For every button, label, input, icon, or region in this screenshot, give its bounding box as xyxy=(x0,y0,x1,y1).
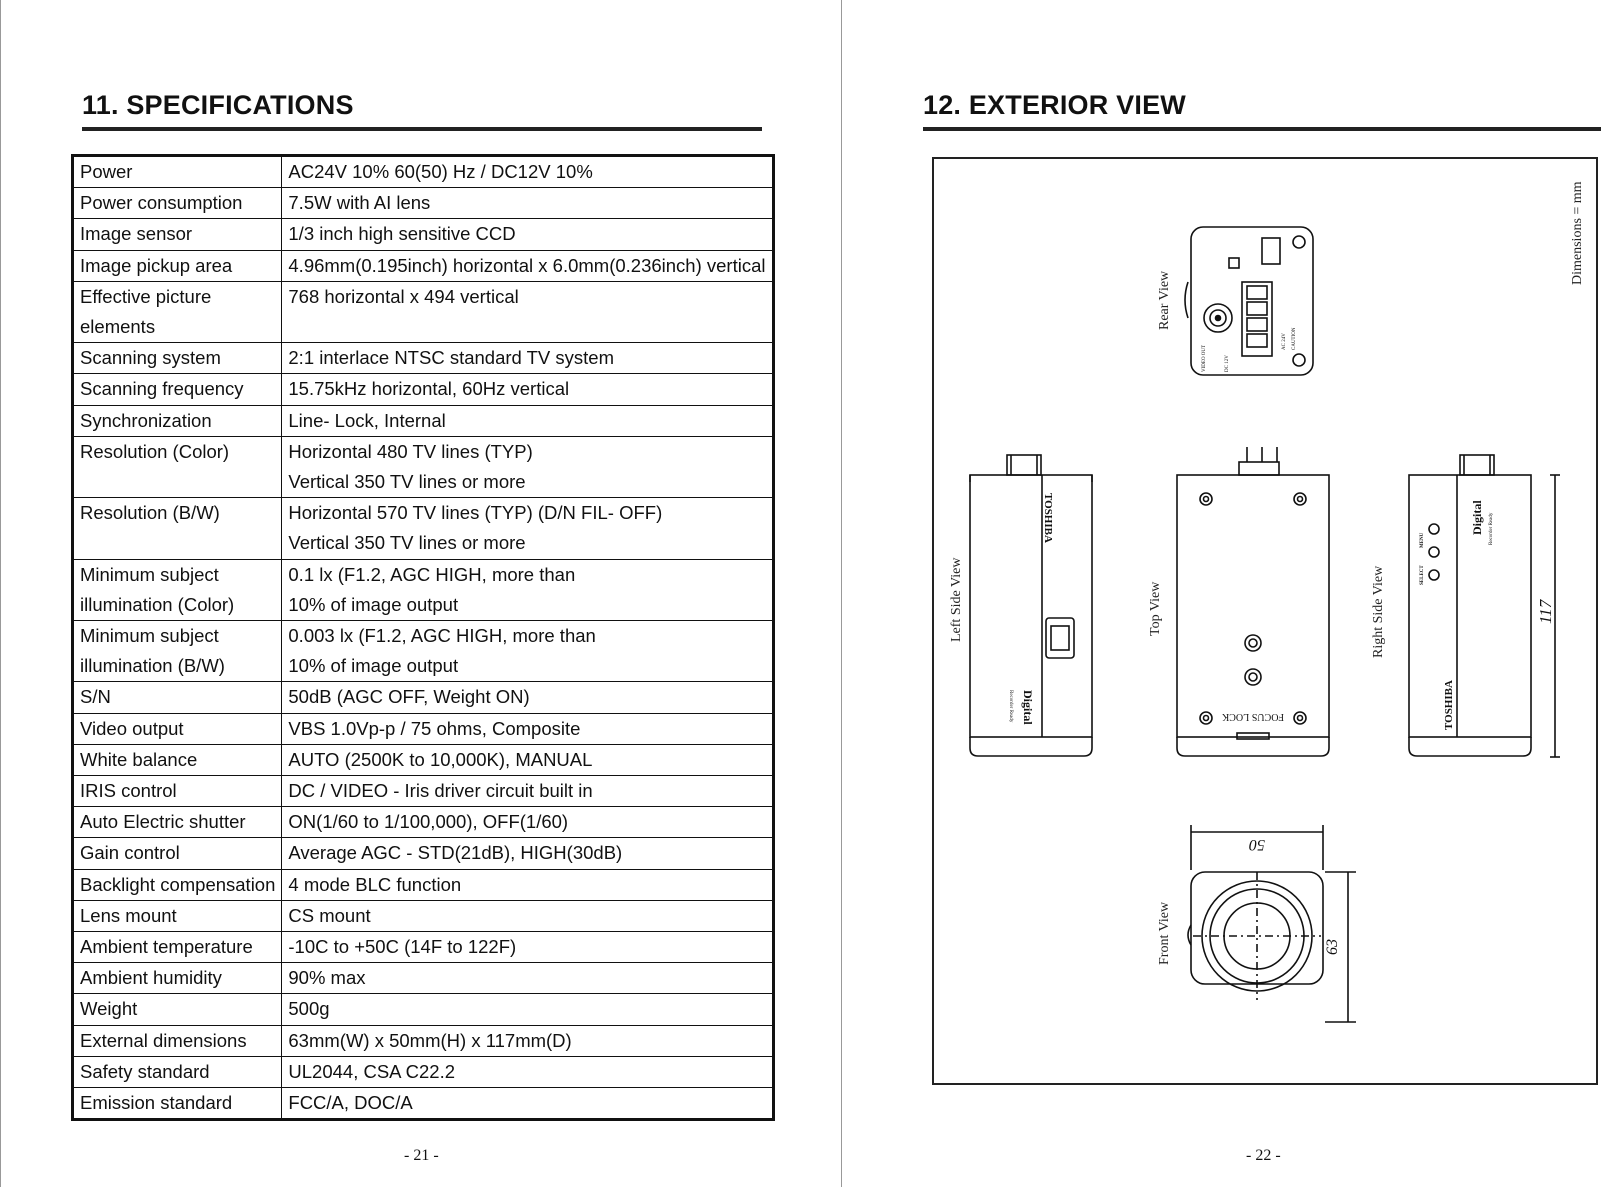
spec-name-line: Scanning frequency xyxy=(80,378,244,400)
front-view-drawing xyxy=(1188,825,1356,1022)
spec-name-line: Power xyxy=(80,161,133,182)
spec-name-line: Scanning system xyxy=(80,347,221,369)
ac24v-label: AC 24V xyxy=(1282,333,1287,350)
spec-value-line: VBS 1.0Vp-p / 75 ohms, Composite xyxy=(288,717,581,739)
dc12v-label: DC 12V xyxy=(1225,355,1230,372)
spec-value-line: 15.75kHz horizontal, 60Hz vertical xyxy=(288,378,570,400)
spec-value-line: 4 mode BLC function xyxy=(288,873,462,895)
top-view-drawing xyxy=(1177,447,1329,756)
spec-name-line: Resolution (B/W) xyxy=(80,502,220,524)
focus-lock-label: FOCUS LOCK xyxy=(1222,711,1284,722)
spec-name-line: Resolution (Color) xyxy=(80,440,230,462)
right-brand-label: TOSHIBA xyxy=(1443,680,1455,730)
left-recorder-label: Recorder Ready xyxy=(1008,690,1013,723)
spec-value-line: 500g xyxy=(288,998,330,1020)
spec-name-line: illumination (B/W) xyxy=(80,655,225,677)
spec-value-line: 0.1 lx (F1.2, AGC HIGH, more than xyxy=(288,563,576,585)
spec-name-line: Gain control xyxy=(80,842,180,864)
spec-name-line: Backlight compensation xyxy=(80,873,276,895)
spec-value-line: Average AGC - STD(21dB), HIGH(30dB) xyxy=(288,842,623,864)
spec-value-line: 2:1 interlace NTSC standard TV system xyxy=(288,347,614,369)
spec-name-line: Image sensor xyxy=(80,223,193,245)
spec-name-line: Safety standard xyxy=(80,1060,210,1082)
right-side-view-label: Right Side View xyxy=(1371,565,1386,658)
right-recorder-label: Recorder Ready xyxy=(1489,512,1494,545)
spec-name-line: Minimum subject xyxy=(80,563,219,585)
spec-value-line: 10% of image output xyxy=(288,655,459,677)
dimensions-unit-label: Dimensions = mm xyxy=(1570,181,1585,285)
spec-name-line: IRIS control xyxy=(80,780,177,802)
spec-value-line: Horizontal 570 TV lines (TYP) (D/N FIL- OFF) xyxy=(288,502,663,524)
video-out-label: VIDEO OUT xyxy=(1202,344,1207,372)
spec-name-line: S/N xyxy=(80,686,111,708)
caution-label: CAUTION xyxy=(1292,327,1297,350)
left-side-view-label: Left Side View xyxy=(949,557,964,642)
spec-value-line: CS mount xyxy=(288,904,371,926)
spec-name-line: Effective picture xyxy=(80,285,212,307)
spec-name-line: elements xyxy=(80,316,156,338)
spec-value-line: Horizontal 480 TV lines (TYP) xyxy=(288,440,533,462)
page-number-left: - 21 - xyxy=(404,1147,439,1164)
spec-name-line: Ambient temperature xyxy=(80,936,253,958)
spec-name-line: Synchronization xyxy=(80,409,212,431)
spec-value-line: AUTO (2500K to 10,000K), MANUAL xyxy=(288,748,593,770)
spec-value-line: DC / VIDEO - Iris driver circuit built in xyxy=(288,780,593,802)
spec-value-line: Line- Lock, Internal xyxy=(288,409,446,431)
spec-name-line: illumination (Color) xyxy=(80,593,235,615)
spec-name-line: Video output xyxy=(80,717,184,739)
spec-name-line: Emission standard xyxy=(80,1092,233,1114)
spec-value-line: 90% max xyxy=(288,967,366,989)
specifications-heading: 11. SPECIFICATIONS xyxy=(82,90,354,120)
front-view-label: Front View xyxy=(1157,901,1172,965)
spec-value-line: 7.5W with AI lens xyxy=(288,192,431,214)
spec-value-line: 50dB (AGC OFF, Weight ON) xyxy=(288,686,530,708)
spec-value-line: 768 horizontal x 494 vertical xyxy=(288,285,519,307)
spec-value-line: -10C to +50C (14F to 122F) xyxy=(288,936,517,958)
top-view-label: Top View xyxy=(1148,581,1163,636)
menu-label: MENU xyxy=(1420,532,1425,548)
spec-name-line: Power consumption xyxy=(80,192,243,214)
rear-view-label: Rear View xyxy=(1157,270,1172,330)
right-digital-label: Digital xyxy=(1470,500,1484,535)
spec-name-line: Ambient humidity xyxy=(80,967,222,989)
spec-name-line: Lens mount xyxy=(80,904,177,926)
spec-value-line: ON(1/60 to 1/100,000), OFF(1/60) xyxy=(288,811,569,833)
spec-value-line: 0.003 lx (F1.2, AGC HIGH, more than xyxy=(288,625,596,647)
spec-value-line: 4.96mm(0.195inch) horizontal x 6.0mm(0.236inch) vertical xyxy=(288,254,766,276)
width-dimension-label: 50 xyxy=(1249,836,1265,853)
height-dimension-label: 63 xyxy=(1324,939,1341,955)
spec-name-line: White balance xyxy=(80,748,198,770)
select-label: SELECT xyxy=(1420,565,1425,585)
exterior-view-heading: 12. EXTERIOR VIEW xyxy=(923,90,1186,120)
depth-dimension-label: 117 xyxy=(1536,599,1555,624)
spec-value-line: AC24V 10% 60(50) Hz / DC12V 10% xyxy=(288,161,593,182)
left-brand-label: TOSHIBA xyxy=(1042,493,1054,543)
left-digital-label: Digital xyxy=(1021,690,1035,725)
spec-value-line: 1/3 inch high sensitive CCD xyxy=(288,223,516,245)
spec-name-line: Image pickup area xyxy=(80,254,233,276)
page-number-right: - 22 - xyxy=(1246,1147,1281,1164)
spec-name-line: Weight xyxy=(80,998,138,1020)
spec-name-line: Minimum subject xyxy=(80,625,219,647)
spec-value-line: Vertical 350 TV lines or more xyxy=(288,532,526,554)
spec-value-line: Vertical 350 TV lines or more xyxy=(288,471,526,493)
spec-value-line: UL2044, CSA C22.2 xyxy=(288,1060,455,1082)
spec-name-line: External dimensions xyxy=(80,1029,247,1051)
spec-value-line: 63mm(W) x 50mm(H) x 117mm(D) xyxy=(288,1029,572,1051)
spec-name-line: Auto Electric shutter xyxy=(80,811,246,833)
spec-value-line: 10% of image output xyxy=(288,593,459,615)
spec-value-line: FCC/A, DOC/A xyxy=(288,1092,413,1114)
